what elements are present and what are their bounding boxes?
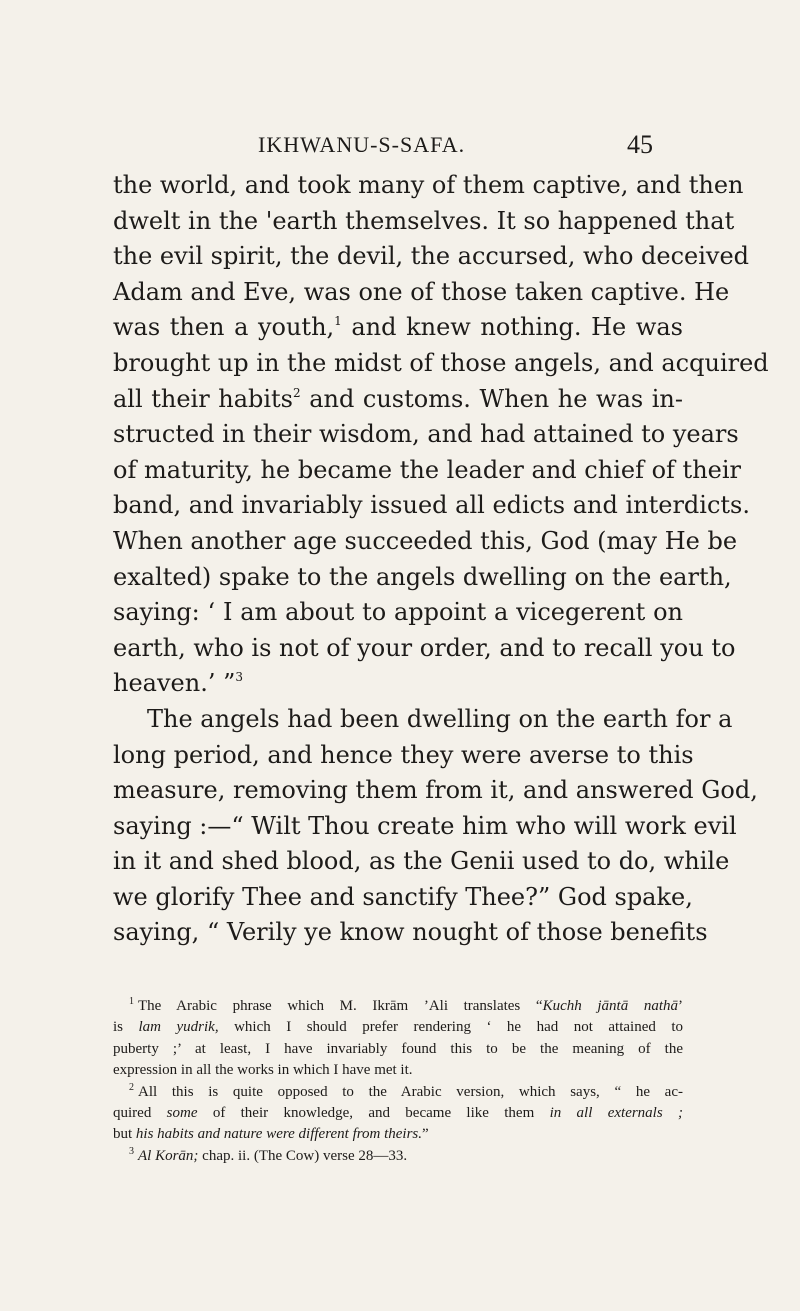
text-line: When another age succeeded this, God (may He be [113, 526, 738, 555]
footnote-mark: 2 [293, 385, 301, 400]
footnote-3: $^3$ Al Korān; chap. ii. (The Cow) verse 28—33. [129, 1145, 408, 1164]
text-line: structed in their wisdom, and had attained to years [113, 420, 739, 449]
text-line: band, and invariably issued all edicts and interdicts. [113, 491, 750, 520]
page-number: 45 [627, 130, 653, 159]
footnote-number: 2 [129, 1081, 134, 1093]
text-line: saying, “ Verily ye know nought of those benefits [113, 918, 708, 947]
text-line: in it and shed blood, as the Genii used to do, while [113, 847, 730, 876]
text-line: the world, and took many of them captive, and then [113, 171, 744, 199]
text-line: was then a youth,$^1$ and knew nothing. He was [113, 313, 683, 342]
text-line: long period, and hence they were averse to this [113, 740, 694, 769]
text-line: all their habits$^2$ and customs. When he was in- [113, 384, 683, 413]
text-line: heaven.’ ”$^3$ [113, 669, 243, 698]
text-line: earth, who is not of your order, and to recall you to [113, 633, 736, 662]
running-head: IKHWANU-S-SAFA. [258, 132, 466, 157]
footnote-number: 1 [129, 996, 134, 1007]
paragraph-2 [113, 702, 758, 951]
footnotes [113, 996, 683, 1167]
text-line: saying :—“ Wilt Thou create him who will work evil [113, 811, 737, 840]
footnote-mark: 1 [334, 314, 342, 329]
paragraph-1 [113, 168, 769, 702]
text-line: exalted) spake to the angels dwelling on the earth, [113, 562, 732, 591]
text-line: of maturity, he became the leader and chief of their [113, 455, 741, 484]
text-line: dwelt in the 'earth themselves. It so happened that [113, 206, 735, 235]
text-line: The angels had been dwelling on the earth for a [147, 704, 733, 733]
footnote-2: $^2$ All this is quite opposed to the Arabic version, which says, “ he ac- quired some of their knowledge, and became like them in all externals ; but his habits and nature were different from theirs.” [113, 1081, 684, 1143]
text-line: we glorify Thee and sanctify Thee?” God spake, [113, 882, 693, 911]
text-line: brought up in the midst of those angels, and acquired [113, 348, 769, 377]
body-text [113, 168, 769, 951]
page-header [0, 132, 800, 166]
text-line: saying: ‘ I am about to appoint a vicegerent on [113, 598, 683, 627]
footnote-mark: 3 [235, 670, 243, 685]
text-line: the evil spirit, the devil, the accursed, who deceived [113, 242, 750, 271]
text-line: Adam and Eve, was one of those taken captive. He [113, 277, 730, 306]
footnote-1: $^1$ The Arabic phrase which M. Ikrām ’Ali translates “Kuchh jāntā nathā’ is lam yudrik, which I should prefer rendering ‘ he had not attained to puberty ;’ at least, I have invariably found this to be the meaning of the expression in all the works in which I have met it. [113, 996, 684, 1079]
text-line: measure, removing them from it, and answered God, [113, 776, 758, 805]
footnote-number: 3 [129, 1145, 134, 1157]
